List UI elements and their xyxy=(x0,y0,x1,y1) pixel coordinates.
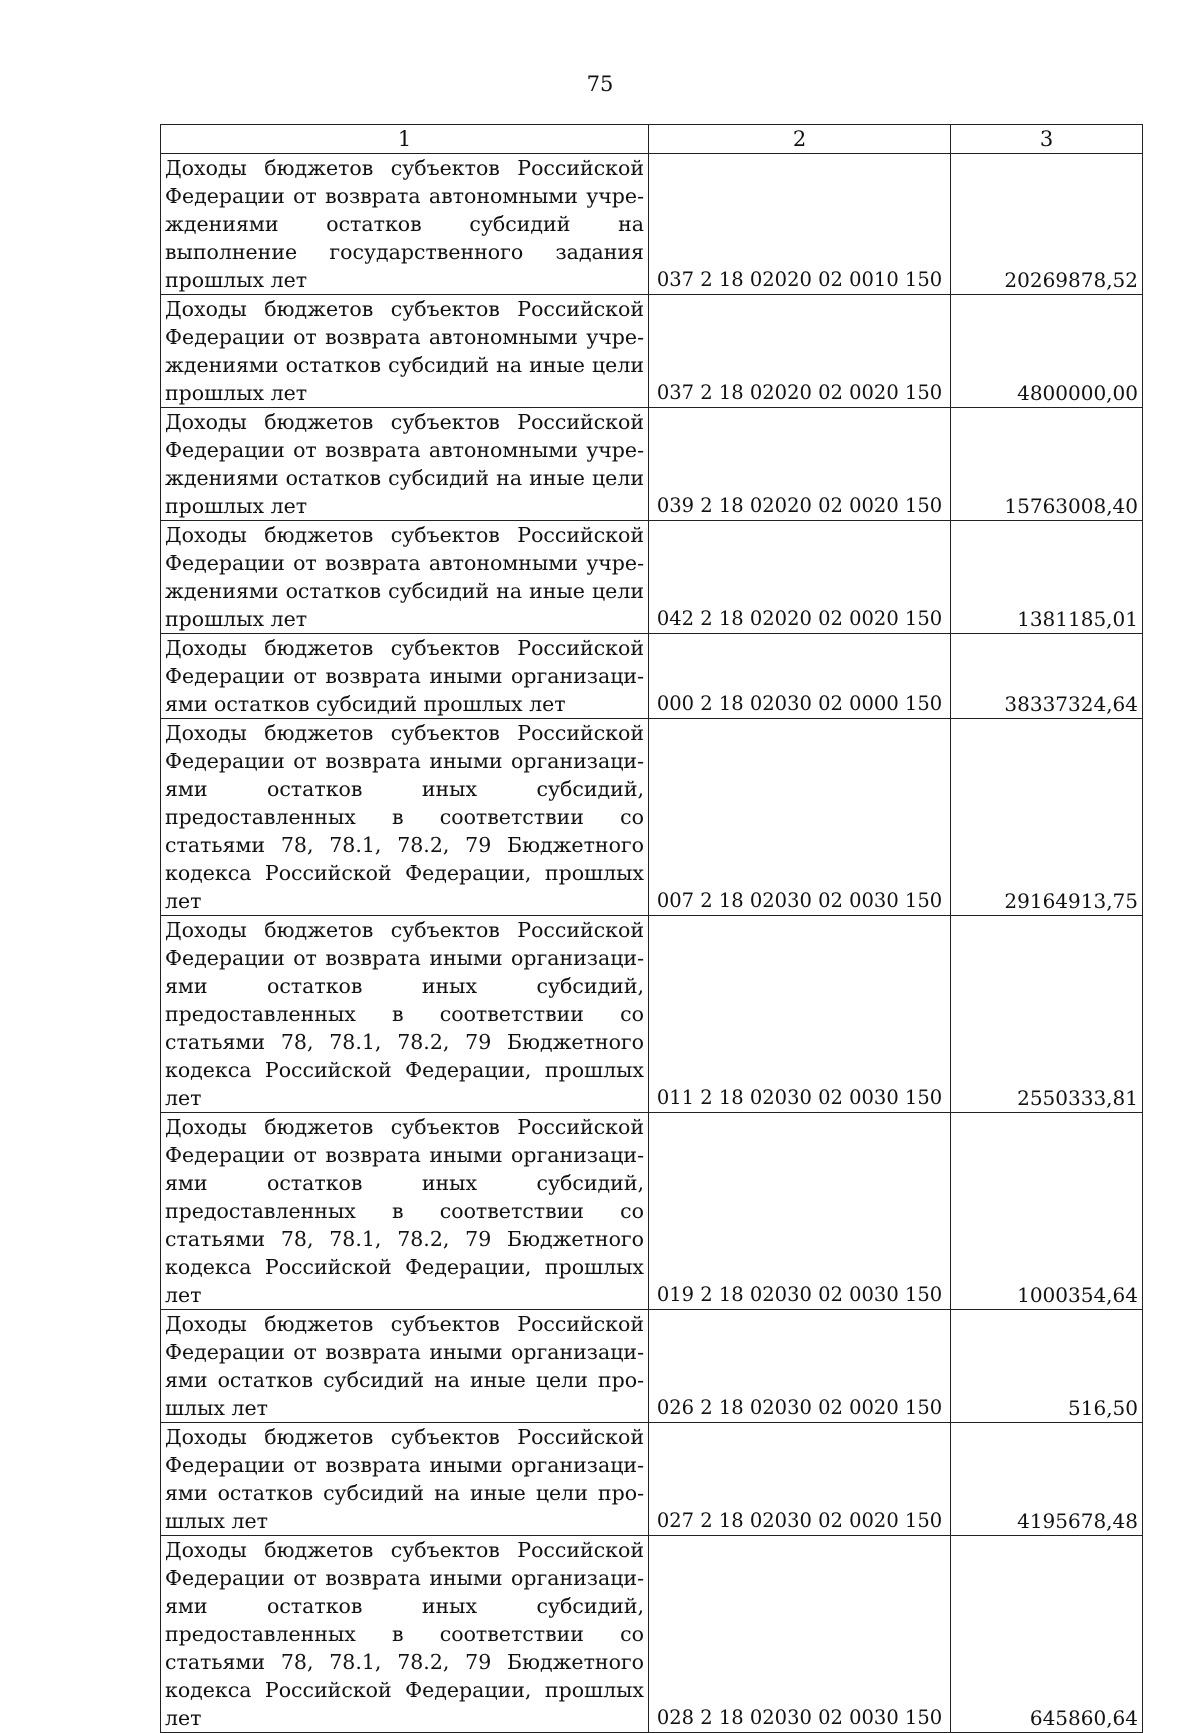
column-header-2: 2 xyxy=(649,125,951,154)
revenue-description: Доходы бюджетов субъектов Российской Федерации от возврата иными организациями остатков субсидий на иные цели прошлых лет xyxy=(161,1310,649,1423)
table-row xyxy=(161,1536,1143,1733)
amount: 1381185,01 xyxy=(951,521,1143,634)
revenue-description: Доходы бюджетов субъектов Российской Федерации от возврата иными организациями остатков иных субсидий, предоставленных в соответствии со статьями 78, 78.1, 78.2, 79 Бюджетного кодекса Российской Федерации, прошлых лет xyxy=(161,1113,649,1310)
table-row xyxy=(161,1310,1143,1423)
revenue-description: Доходы бюджетов субъектов Российской Федерации от возврата иными организациями остатков субсидий на иные цели прошлых лет xyxy=(161,1423,649,1536)
amount: 20269878,52 xyxy=(951,154,1143,295)
table-row xyxy=(161,1423,1143,1536)
column-header-3: 3 xyxy=(951,125,1143,154)
budget-classification-code: 037 2 18 02020 02 0020 150 xyxy=(649,295,951,408)
table-row xyxy=(161,521,1143,634)
amount: 38337324,64 xyxy=(951,634,1143,719)
revenue-description: Доходы бюджетов субъектов Российской Федерации от возврата автономными учреждениями остатков субсидий на иные цели прошлых лет xyxy=(161,408,649,521)
table-row xyxy=(161,295,1143,408)
budget-classification-code: 039 2 18 02020 02 0020 150 xyxy=(649,408,951,521)
revenue-description: Доходы бюджетов субъектов Российской Федерации от возврата автономными учреждениями остатков субсидий на выполнение государственного задания прошлых лет xyxy=(161,154,649,295)
amount: 645860,64 xyxy=(951,1536,1143,1733)
revenue-description: Доходы бюджетов субъектов Российской Федерации от возврата автономными учреждениями остатков субсидий на иные цели прошлых лет xyxy=(161,295,649,408)
budget-classification-code: 042 2 18 02020 02 0020 150 xyxy=(649,521,951,634)
page-number: 75 xyxy=(586,72,614,96)
amount: 15763008,40 xyxy=(951,408,1143,521)
amount: 1000354,64 xyxy=(951,1113,1143,1310)
revenue-description: Доходы бюджетов субъектов Российской Федерации от возврата автономными учреждениями остатков субсидий на иные цели прошлых лет xyxy=(161,521,649,634)
table-row xyxy=(161,1113,1143,1310)
table-row xyxy=(161,916,1143,1113)
table-row xyxy=(161,154,1143,295)
budget-classification-code: 026 2 18 02030 02 0020 150 xyxy=(649,1310,951,1423)
amount: 516,50 xyxy=(951,1310,1143,1423)
budget-classification-code: 037 2 18 02020 02 0010 150 xyxy=(649,154,951,295)
budget-classification-code: 007 2 18 02030 02 0030 150 xyxy=(649,719,951,916)
revenue-description: Доходы бюджетов субъектов Российской Федерации от возврата иными организациями остатков иных субсидий, предоставленных в соответствии со статьями 78, 78.1, 78.2, 79 Бюджетного кодекса Российской Федерации, прошлых лет xyxy=(161,1536,649,1733)
budget-classification-code: 019 2 18 02030 02 0030 150 xyxy=(649,1113,951,1310)
revenue-description: Доходы бюджетов субъектов Российской Федерации от возврата иными организациями остатков иных субсидий, предоставленных в соответствии со статьями 78, 78.1, 78.2, 79 Бюджетного кодекса Российской Федерации, прошлых лет xyxy=(161,719,649,916)
column-header-1: 1 xyxy=(161,125,649,154)
budget-classification-code: 000 2 18 02030 02 0000 150 xyxy=(649,634,951,719)
table-row xyxy=(161,719,1143,916)
amount: 4800000,00 xyxy=(951,295,1143,408)
amount: 2550333,81 xyxy=(951,916,1143,1113)
header-row xyxy=(161,125,1143,154)
budget-classification-code: 011 2 18 02030 02 0030 150 xyxy=(649,916,951,1113)
budget-classification-code: 027 2 18 02030 02 0020 150 xyxy=(649,1423,951,1536)
budget-classification-code: 028 2 18 02030 02 0030 150 xyxy=(649,1536,951,1733)
table-row xyxy=(161,634,1143,719)
amount: 4195678,48 xyxy=(951,1423,1143,1536)
revenue-description: Доходы бюджетов субъектов Российской Федерации от возврата иными организациями остатков субсидий прошлых лет xyxy=(161,634,649,719)
budget-revenue-table xyxy=(160,124,1143,1733)
amount: 29164913,75 xyxy=(951,719,1143,916)
table-row xyxy=(161,408,1143,521)
revenue-description: Доходы бюджетов субъектов Российской Федерации от возврата иными организациями остатков иных субсидий, предоставленных в соответствии со статьями 78, 78.1, 78.2, 79 Бюджетного кодекса Российской Федерации, прошлых лет xyxy=(161,916,649,1113)
